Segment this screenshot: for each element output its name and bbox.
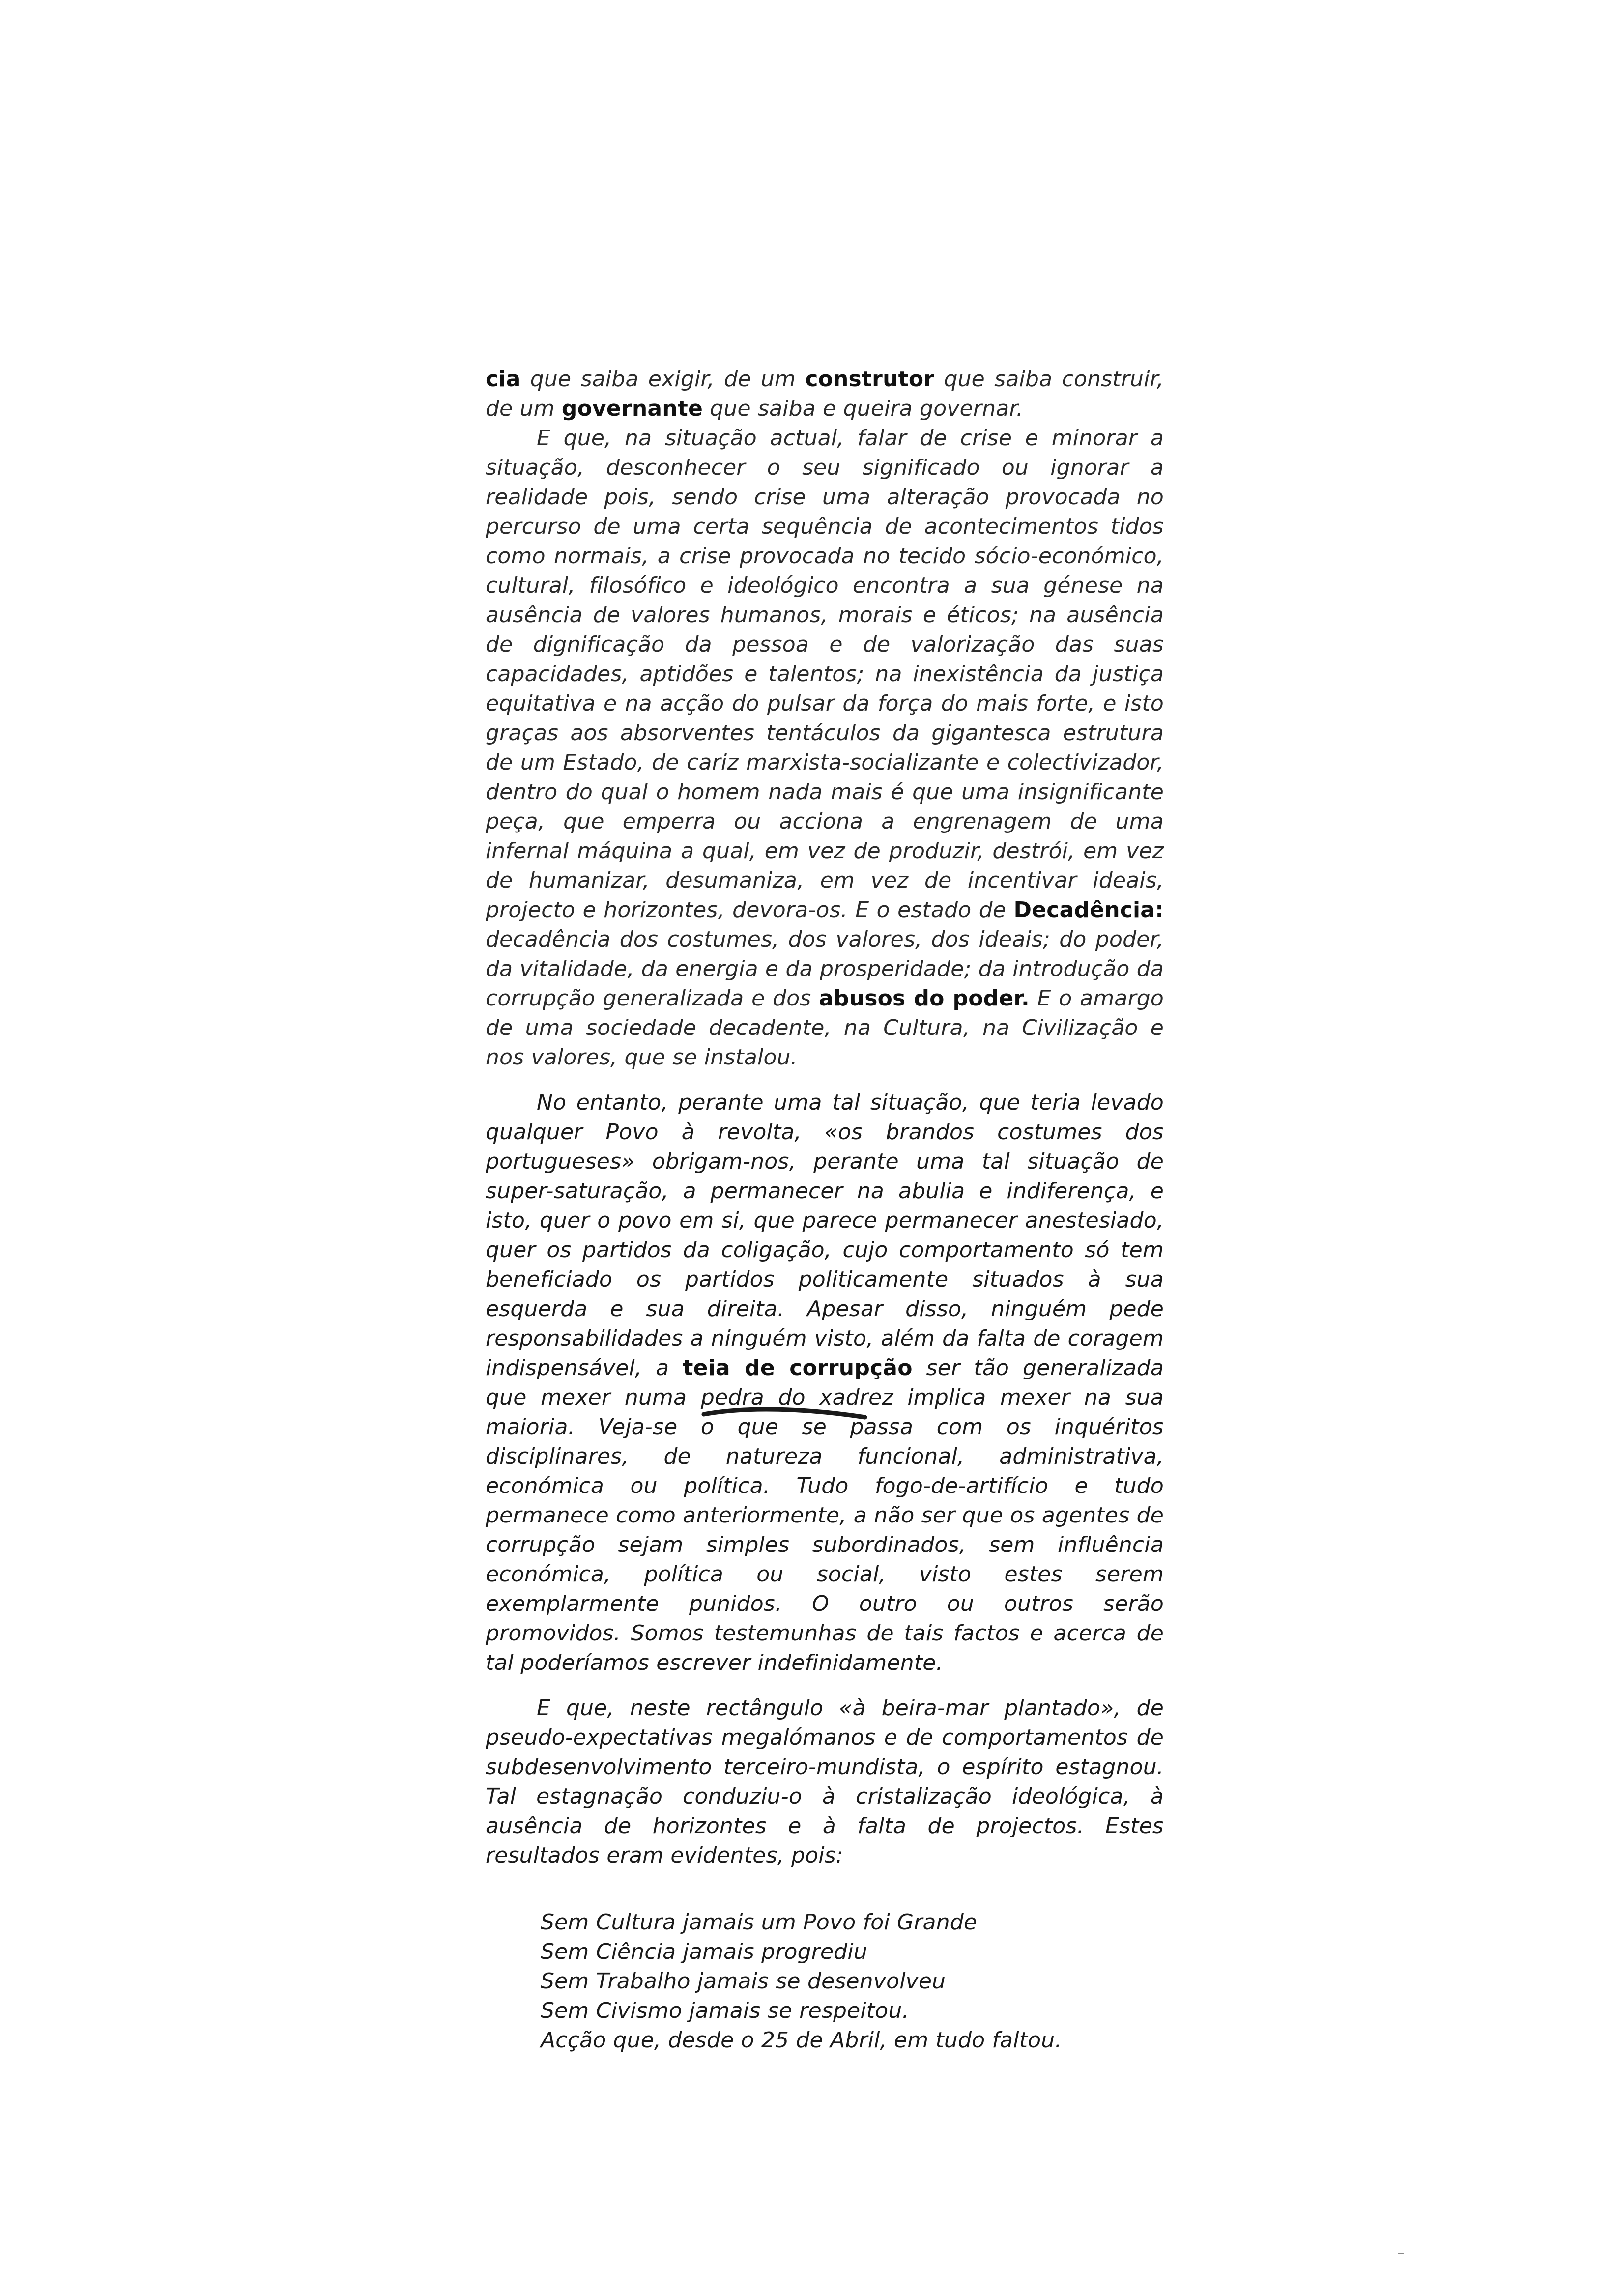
bold-term-abusos-do-poder: abusos do poder.: [819, 986, 1030, 1011]
bold-term-cia: cia: [486, 367, 521, 392]
verse-block: [541, 1908, 1164, 2055]
paragraph-rectangulo: [486, 1693, 1164, 1870]
scan-speck: [1398, 2253, 1404, 2254]
text-fragment: No entanto, perante uma tal situação, que teria levado qualquer Povo à revolta, «os brandos costumes dos portugueses» obrigam-nos, perante uma tal situação de super-saturação, a permanecer na abulia e indiferença, e isto, quer o povo em si, que parece permanecer anestesiado, quer os partidos da coligação, cujo comportamento só tem beneficiado os partidos politicamente situados à sua esquerda e sua direita. Apesar disso, ninguém pede responsabilidades a ninguém visto, além da falta de coragem indispensável, a: [486, 1090, 1164, 1380]
paragraph-crise: [486, 424, 1164, 1072]
paragraph-no-entanto: [486, 1088, 1164, 1678]
bold-term-teia-de-corrupcao: teia de corrupção: [683, 1355, 913, 1380]
verse-line: Sem Trabalho jamais se desenvolveu: [541, 1969, 946, 1994]
bold-term-governante: governante: [561, 396, 703, 421]
paragraph-opening: [486, 365, 1164, 424]
verse-line: Acção que, desde o 25 de Abril, em tudo faltou.: [541, 2028, 1062, 2053]
text-fragment: E que, na situação actual, falar de crise e minorar a situação, desconhecer o seu significado ou ignorar a realidade pois, sendo crise uma alteração provocada no percurso de uma certa sequência de acontecimentos tidos como normais, a crise provocada no tecido sócio-económico, cultural, filosófico e ideológico encontra a sua génese na ausência de valores humanos, morais e éticos; na ausência de dignificação da pessoa e de valorização das suas capacidades, aptidões e talentos; na inexistência da justiça equitativa e na acção do pulsar da força do mais forte, e isto graças aos absorventes tentáculos da gigantesca estrutura de um Estado, de cariz marxista-socializante e colectivizador, dentro do qual o homem nada mais é que uma insignificante peça, que emperra ou acciona a engrenagem de uma infernal máquina a qual, em vez de produzir, destrói, em vez de humanizar, desumaniza, em vez de incentivar ideais, projecto e horizontes, devora-os. E o estado de: [486, 426, 1164, 922]
bold-term-construtor: construtor: [805, 367, 935, 392]
text-fragment: decadência dos costumes, dos valores, dos ideais; do poder, da vitalidade, da energia e da prosperidade; da introdução da corrupção generalizada e dos: [486, 927, 1164, 1011]
verse-line: Sem Ciência jamais progrediu: [541, 1939, 867, 1964]
text-fragment: ser tão generalizada que mexer numa pedra do xadrez implica mexer na sua maioria. Veja-se o que se passa com os inquéritos disciplinares, de natureza funcional, administrativa, económica ou política. Tudo fogo-de-artifício e tudo permanece como anteriormente, a não ser que os agentes de corrupção sejam simples subordinados, sem influência económica, política ou social, visto estes serem exemplarmente punidos. O outro ou outros serão promovidos. Somos testemunhas de tais factos e acerca de tal poderíamos escrever indefinidamente.: [486, 1355, 1164, 1675]
text-fragment: que saiba exigir, de um: [520, 367, 806, 392]
text-fragment: E que, neste rectângulo «à beira-mar plantado», de pseudo-expectativas megalómanos e de comportamentos de subdesenvolvimento terceiro-mundista, o espírito estagnou. Tal estagnação conduziu-o à cristalização ideológica, à ausência de horizontes e à falta de projectos. Estes resultados eram evidentes, pois:: [486, 1695, 1164, 1868]
verse-line: Sem Civismo jamais se respeitou.: [541, 1998, 909, 2023]
text-fragment: que saiba e queira governar.: [703, 396, 1023, 421]
text-fragment: que saiba construir, de um: [486, 367, 1164, 421]
body-text-column: [486, 365, 1164, 2055]
verse-line: Sem Cultura jamais um Povo foi Grande: [541, 1910, 978, 1935]
text-fragment: E o amargo de uma sociedade decadente, na Cultura, na Civilização e nos valores, que se instalou.: [486, 986, 1164, 1070]
bold-term-decadencia: Decadência:: [1013, 897, 1164, 922]
